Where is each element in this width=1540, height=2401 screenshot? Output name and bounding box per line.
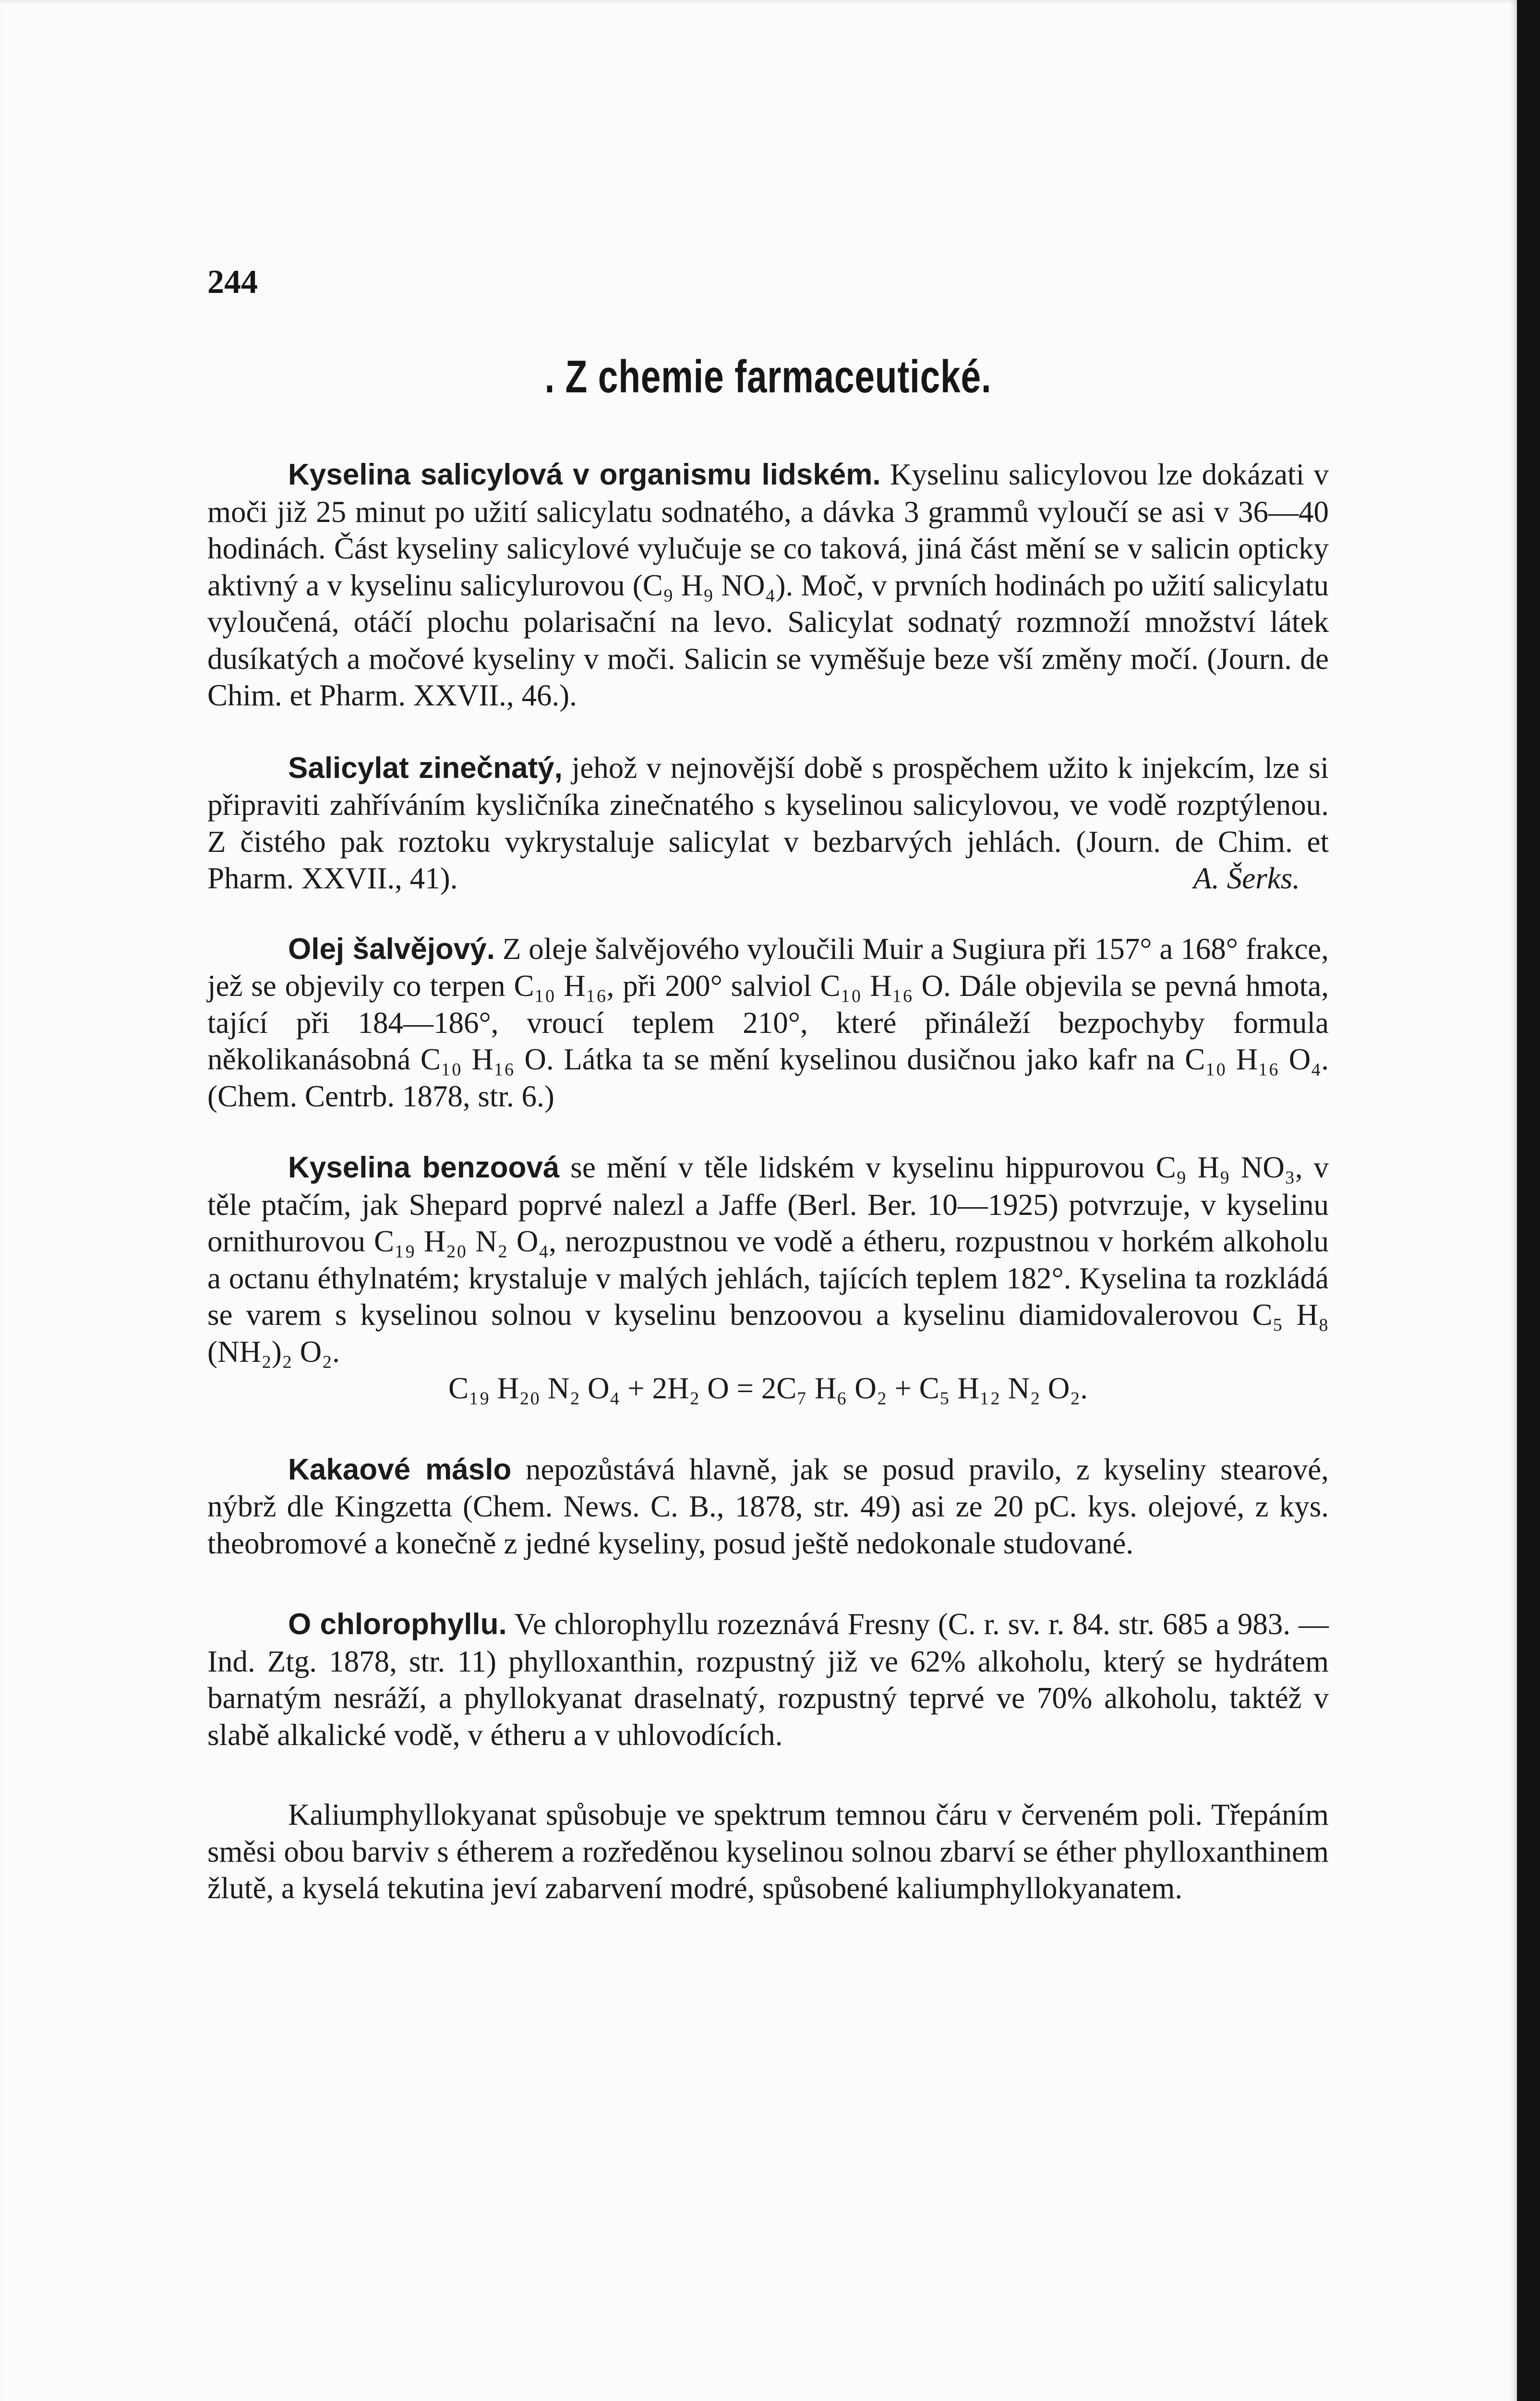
scan-edge — [1517, 0, 1540, 2401]
paragraph-text: nepozůstává hlavně, jak se posud pravilo, z kyseliny stearové, nýbrž dle Kingzetta (Chem. News. C. B., 1878, str. 49) asi ze 20 pC. kys. olejové, z kys. theobromové a konečně z jedné kyseliny, posud ještě nedokonale studované. — [207, 1452, 1329, 1560]
paragraph-lead: Kyselina benzoová — [288, 1151, 560, 1184]
paragraph-salicylic-acid — [207, 456, 1329, 714]
paragraph-text: Ve chlorophyllu rozeznává Fresny (C. r. sv. r. 84. str. 685 a 983. — Ind. Ztg. 1878, str. 11) phylloxanthin, rozpustný již ve 62% alkoholu, který se hydrátem barnatým nesráží, a phyllokyanat draselnatý, rozpustný teprvé ve 70% alkoholu, taktéž v slabě alkalické vodě, v étheru a v uhlovodících. — [207, 1607, 1329, 1752]
paragraph-zinc-salicylate — [207, 750, 1329, 897]
paragraph-lead: Kyselina salicylová v organismu lidském. — [288, 458, 881, 491]
page-number: 244 — [207, 264, 258, 301]
paragraph-lead: Olej šalvějový. — [288, 932, 495, 966]
paragraph-text: Z oleje šalvějového vyloučili Muir a Sugiura při 157° a 168° frakce, jež se objevily co terpen C₁₀ H₁₆, při 200° salviol C₁₀ H₁₆ O. Dále objevila se pevná hmota, tající při 184—186°, vroucí teplem 210°, které přináleží bezpochyby formula několikanásobná C₁₀ H₁₆ O. Látka ta se mění kyselinou dusičnou jako kafr na C₁₀ H₁₆ O₄. (Chem. Centrb. 1878, str. 6.) — [207, 932, 1329, 1113]
paragraph-text: Kaliumphyllokyanat spůsobuje ve spektrum temnou čáru v červeném poli. Třepáním směsi obou barviv s étherem a rozředěnou kyselinou solnou zbarví se éther phylloxanthinem žlutě, a kyselá tekutina jeví zabarvení modré, spůsobené kaliumphyllokyanatem. — [207, 1798, 1329, 1905]
paragraph-text: Kyselinu salicylovou lze dokázati v moči již 25 minut po užití salicylatu sodnatého, a dávka 3 grammů vyloučí se asi v 36—40 hodinách. Část kyseliny salicylové vylučuje se co taková, jiná část mění se v salicin opticky aktivný a v kyselinu salicylurovou (C₉ H₉ NO₄). Moč, v prvních hodinách po užití salicylatu vyloučená, otáčí plochu polarisační na levo. Salicylat sodnatý rozmnoží množství látek dusíkatých a močové kyseliny v moči. Salicin se vyměšuje beze vší změny močí. (Journ. de Chim. et Pharm. XXVII., 46.). — [207, 458, 1329, 712]
paragraph-kaliumphyllokyanat — [207, 1796, 1329, 1907]
paragraph-lead: Salicylat zinečnatý, — [288, 751, 563, 785]
paragraph-lead: Kakaové máslo — [288, 1453, 512, 1486]
paragraph-benzoic-acid — [207, 1149, 1329, 1370]
paragraph-lead: O chlorophyllu. — [288, 1608, 507, 1641]
article-body — [207, 456, 1329, 1907]
paragraph-sage-oil — [207, 931, 1329, 1115]
chemical-equation: C₁₉ H₂₀ N₂ O₄ + 2H₂ O = 2C₇ H₆ O₂ + C₅ H₁₂ N₂ O₂. — [448, 1371, 1088, 1405]
paragraph-text: se mění v těle lidském v kyselinu hippurovou C₉ H₉ NO₃, v těle ptačím, jak Shepard poprvé nalezl a Jaffe (Berl. Ber. 10—1925) potvrzuje, v kyselinu ornithurovou C₁₉ H₂₀ N₂ O₄, nerozpustnou ve vodě a étheru, rozpustnou v horkém alkoholu a octanu éthylnatém; krystaluje v malých jehlách, tajících teplem 182°. Kyselina ta rozkládá se varem s kyselinou solnou v kyselinu benzoovou a kyselinu diamidovalerovou C₅ H₈ (NH₂)₂ O₂. — [207, 1151, 1329, 1369]
paragraph-cocoa-butter — [207, 1451, 1329, 1562]
paragraph-text: jehož v nejnovější době s prospěchem užito k injekcím, lze si připraviti zahříváním kysličníka zinečnatého s kyselinou salicylovou, ve vodě rozptýlenou. Z čistého pak roztoku vykrystaluje salicylat v bezbarvých jehlách. (Journ. de Chim. et Pharm. XXVII., 41). — [207, 751, 1329, 895]
paragraph-chlorophyll — [207, 1606, 1329, 1753]
author-signature: A. Šerks. — [1193, 861, 1300, 895]
section-title: . Z chemie farmaceutické. — [544, 351, 992, 402]
